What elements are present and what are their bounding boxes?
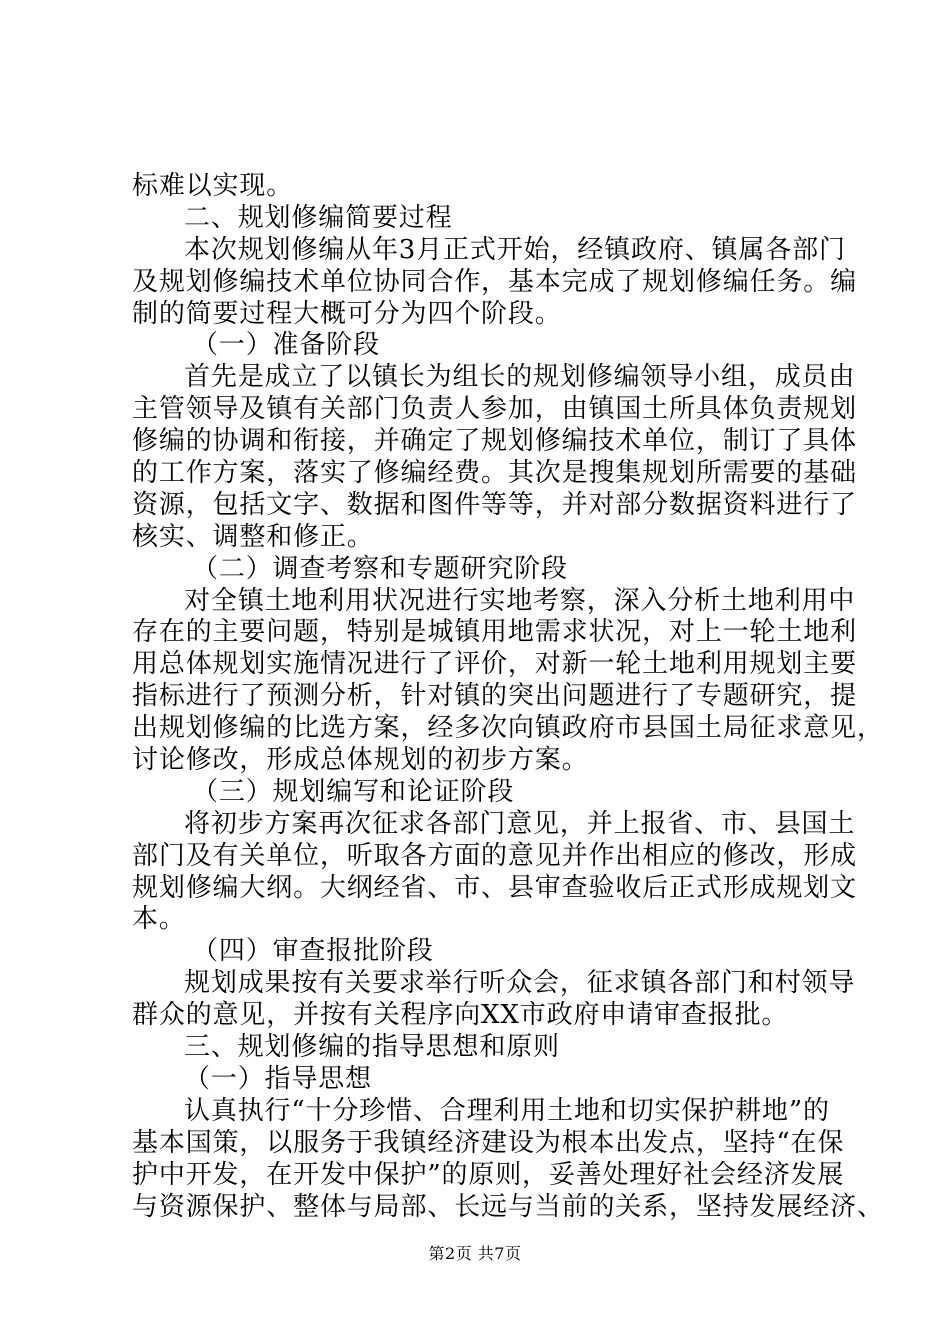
text-line: 资源，包括文字、数据和图件等等，并对部分数据资料进行了 [132,489,857,520]
section-heading: 二、规划修编简要过程 [184,202,453,233]
text-line: 修编的协调和衔接，并确定了规划修编技术单位，制订了具体 [132,426,857,457]
text-line: 首先是成立了以镇长为组长的规划修编领导小组，成员由 [184,362,856,393]
text-line: 群众的意见，并按有关程序向XX市政府申请审查报批。 [132,1000,789,1031]
text-line: 标难以实现。 [132,171,294,201]
text-line: 出规划修编的比选方案，经多次向镇政府市县国土局征求意见， [132,713,884,744]
text-line: 对全镇土地利用状况进行实地考察，深入分析土地利用中 [184,585,856,616]
section-heading: 三、规划修编的指导思想和原则 [184,1032,560,1063]
page-number-footer: 第2页 共7页 [428,1244,522,1263]
subsection-heading: （二）调查考察和专题研究阶段 [192,553,568,584]
text-line: 将初步方案再次征求各部门意见，并上报省、市、县国土 [184,808,856,839]
text-line: 护中开发，在开发中保护”的原则，妥善处理好社会经济发展 [132,1159,845,1190]
document-body [132,171,884,1223]
text-line: 用总体规划实施情况进行了评价，对新一轮土地利用规划主要 [132,649,857,680]
text-line: 主管领导及镇有关部门负责人参加，由镇国土所具体负责规划 [132,394,857,425]
text-line: 规划成果按有关要求举行听众会，征求镇各部门和村领导 [184,968,856,999]
subsection-heading: （四）审查报批阶段 [192,936,434,967]
subsection-heading: （三）规划编写和论证阶段 [192,776,515,807]
text-line: 与资源保护、整体与局部、长远与当前的关系，坚持发展经济、 [132,1191,884,1222]
text-line: 规划修编大纲。大纲经省、市、县审查验收后正式形成规划文 [132,872,857,903]
text-line: 指标进行了预测分析，针对镇的突出问题进行了专题研究，提 [132,681,857,712]
text-line: 讨论修改，形成总体规划的初步方案。 [132,745,589,776]
subsection-heading: （一）指导思想 [184,1063,372,1094]
text-line: 认真执行“十分珍惜、合理利用土地和切实保护耕地”的 [184,1095,830,1126]
text-line: 的工作方案，落实了修编经费。其次是搜集规划所需要的基础 [132,458,857,489]
text-line: 及规划修编技术单位协同合作，基本完成了规划修编任务。编 [132,266,857,297]
text-line: 制的简要过程大概可分为四个阶段。 [132,298,562,329]
text-line: 本。 [132,904,186,935]
text-line: 核实、调整和修正。 [132,521,374,552]
text-line: 基本国策，以服务于我镇经济建设为根本出发点，坚持“在保 [132,1127,845,1158]
text-line: 存在的主要问题，特别是城镇用地需求状况，对上一轮土地利 [132,617,857,648]
text-line: 本次规划修编从年3月正式开始，经镇政府、镇属各部门 [184,234,846,265]
subsection-heading: （一）准备阶段 [192,330,380,361]
text-line: 部门及有关单位，听取各方面的意见并作出相应的修改，形成 [132,840,857,871]
